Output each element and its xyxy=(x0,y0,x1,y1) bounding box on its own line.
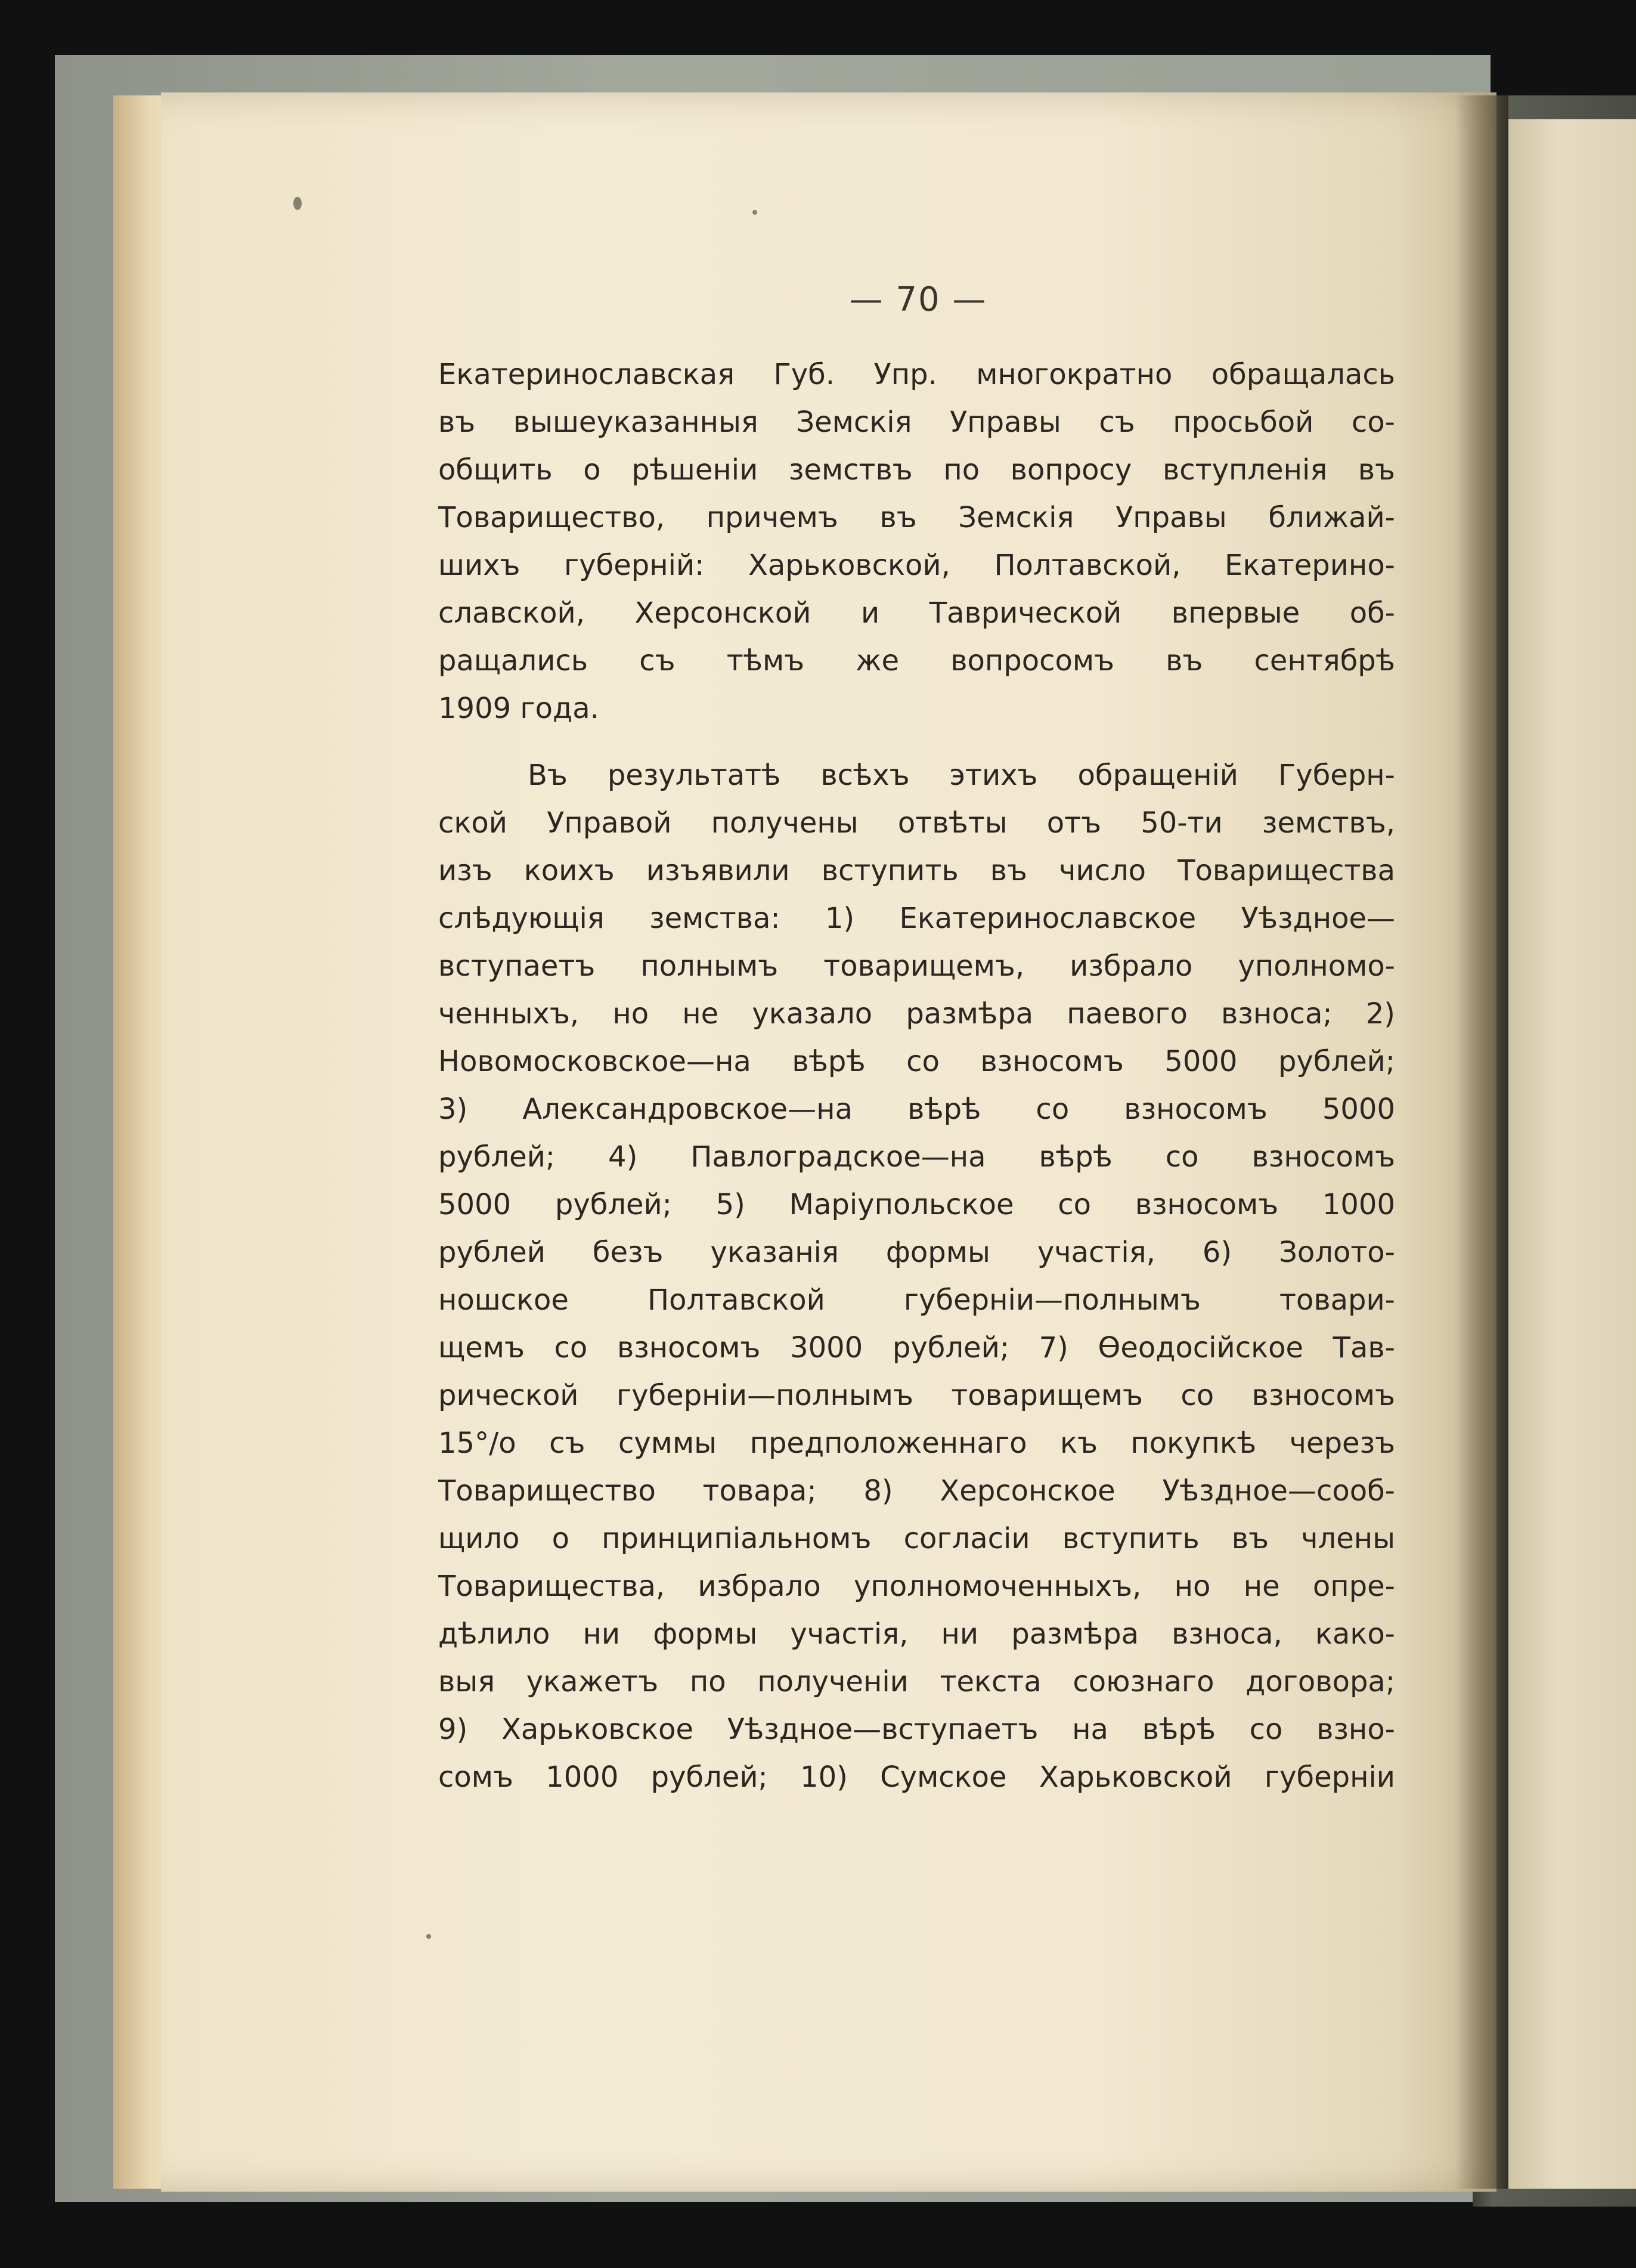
paper-speck xyxy=(752,210,757,215)
text-line: выя укажетъ по полученіи текста союзнаго договора; xyxy=(438,1665,1395,1698)
paragraph-2 xyxy=(438,751,1395,1801)
paragraph-1 xyxy=(438,351,1395,732)
text-line: 9) Харьковское Уѣздное—вступаетъ на вѣрѣ со взно- xyxy=(438,1713,1395,1746)
text-line: Екатеринославская Губ. Упр. многократно обращалась xyxy=(438,358,1395,391)
text-line: щемъ со взносомъ 3000 рублей; 7) Ѳеодосійское Тав- xyxy=(438,1331,1395,1364)
text-line: рублей; 4) Павлоградское—на вѣрѣ со взносомъ xyxy=(438,1140,1395,1174)
text-line: дѣлило ни формы участія, ни размѣра взноса, како- xyxy=(438,1617,1395,1651)
text-line: 3) Александровское—на вѣрѣ со взносомъ 5000 xyxy=(438,1093,1395,1126)
text-line: рической губерніи—полнымъ товарищемъ со взносомъ xyxy=(438,1379,1395,1412)
text-line: Новомосковское—на вѣрѣ со взносомъ 5000 рублей; xyxy=(438,1045,1395,1078)
text-line: ченныхъ, но не указало размѣра паевого взноса; 2) xyxy=(438,997,1395,1031)
text-line: славской, Херсонской и Таврической впервые об- xyxy=(438,596,1395,630)
text-line: 1909 года. xyxy=(438,692,599,725)
text-line: Въ результатѣ всѣхъ этихъ обращеній Губерн- xyxy=(528,759,1395,792)
text-line: рублей безъ указанія формы участія, 6) Золото- xyxy=(438,1236,1395,1269)
text-line: Товарищества, избрало уполномоченныхъ, но не опре- xyxy=(438,1570,1395,1603)
text-line: шихъ губерній: Харьковской, Полтавской, Екатерино- xyxy=(438,549,1395,582)
paper-speck xyxy=(293,197,302,210)
page-number: — 70 — xyxy=(849,280,987,319)
text-line: 5000 рублей; 5) Маріупольское со взносомъ 1000 xyxy=(438,1188,1395,1221)
paper-speck xyxy=(426,1934,431,1939)
text-line: Товарищество, причемъ въ Земскія Управы ближай- xyxy=(438,501,1395,534)
text-line: ской Управой получены отвѣты отъ 50-ти земствъ, xyxy=(438,806,1395,840)
text-line: ношское Полтавской губерніи—полнымъ товари- xyxy=(438,1283,1395,1317)
text-line: въ вышеуказанныя Земскія Управы съ просьбой со- xyxy=(438,406,1395,439)
text-line: ращались съ тѣмъ же вопросомъ въ сентябрѣ xyxy=(438,644,1395,677)
text-line: Товарищество товара; 8) Херсонское Уѣздное—сооб- xyxy=(438,1474,1395,1508)
text-line: слѣдующія земства: 1) Екатеринославское Уѣздное— xyxy=(438,902,1395,935)
gutter-shadow xyxy=(1455,95,1508,2189)
text-line: 15°/о съ суммы предположеннаго къ покупкѣ черезъ xyxy=(438,1427,1395,1460)
body-text xyxy=(438,351,1395,1801)
text-line: изъ коихъ изъявили вступить въ число Товарищества xyxy=(438,854,1395,887)
text-line: щило о принципіальномъ согласіи вступить въ члены xyxy=(438,1522,1395,1555)
text-line: сомъ 1000 рублей; 10) Сумское Харьковской губерніи xyxy=(438,1760,1395,1794)
facing-page-edge xyxy=(1508,119,1636,2189)
paragraph-gap xyxy=(438,732,1395,751)
text-line: вступаетъ полнымъ товарищемъ, избрало уполномо- xyxy=(438,949,1395,983)
text-line: общить о рѣшеніи земствъ по вопросу вступленія въ xyxy=(438,453,1395,487)
